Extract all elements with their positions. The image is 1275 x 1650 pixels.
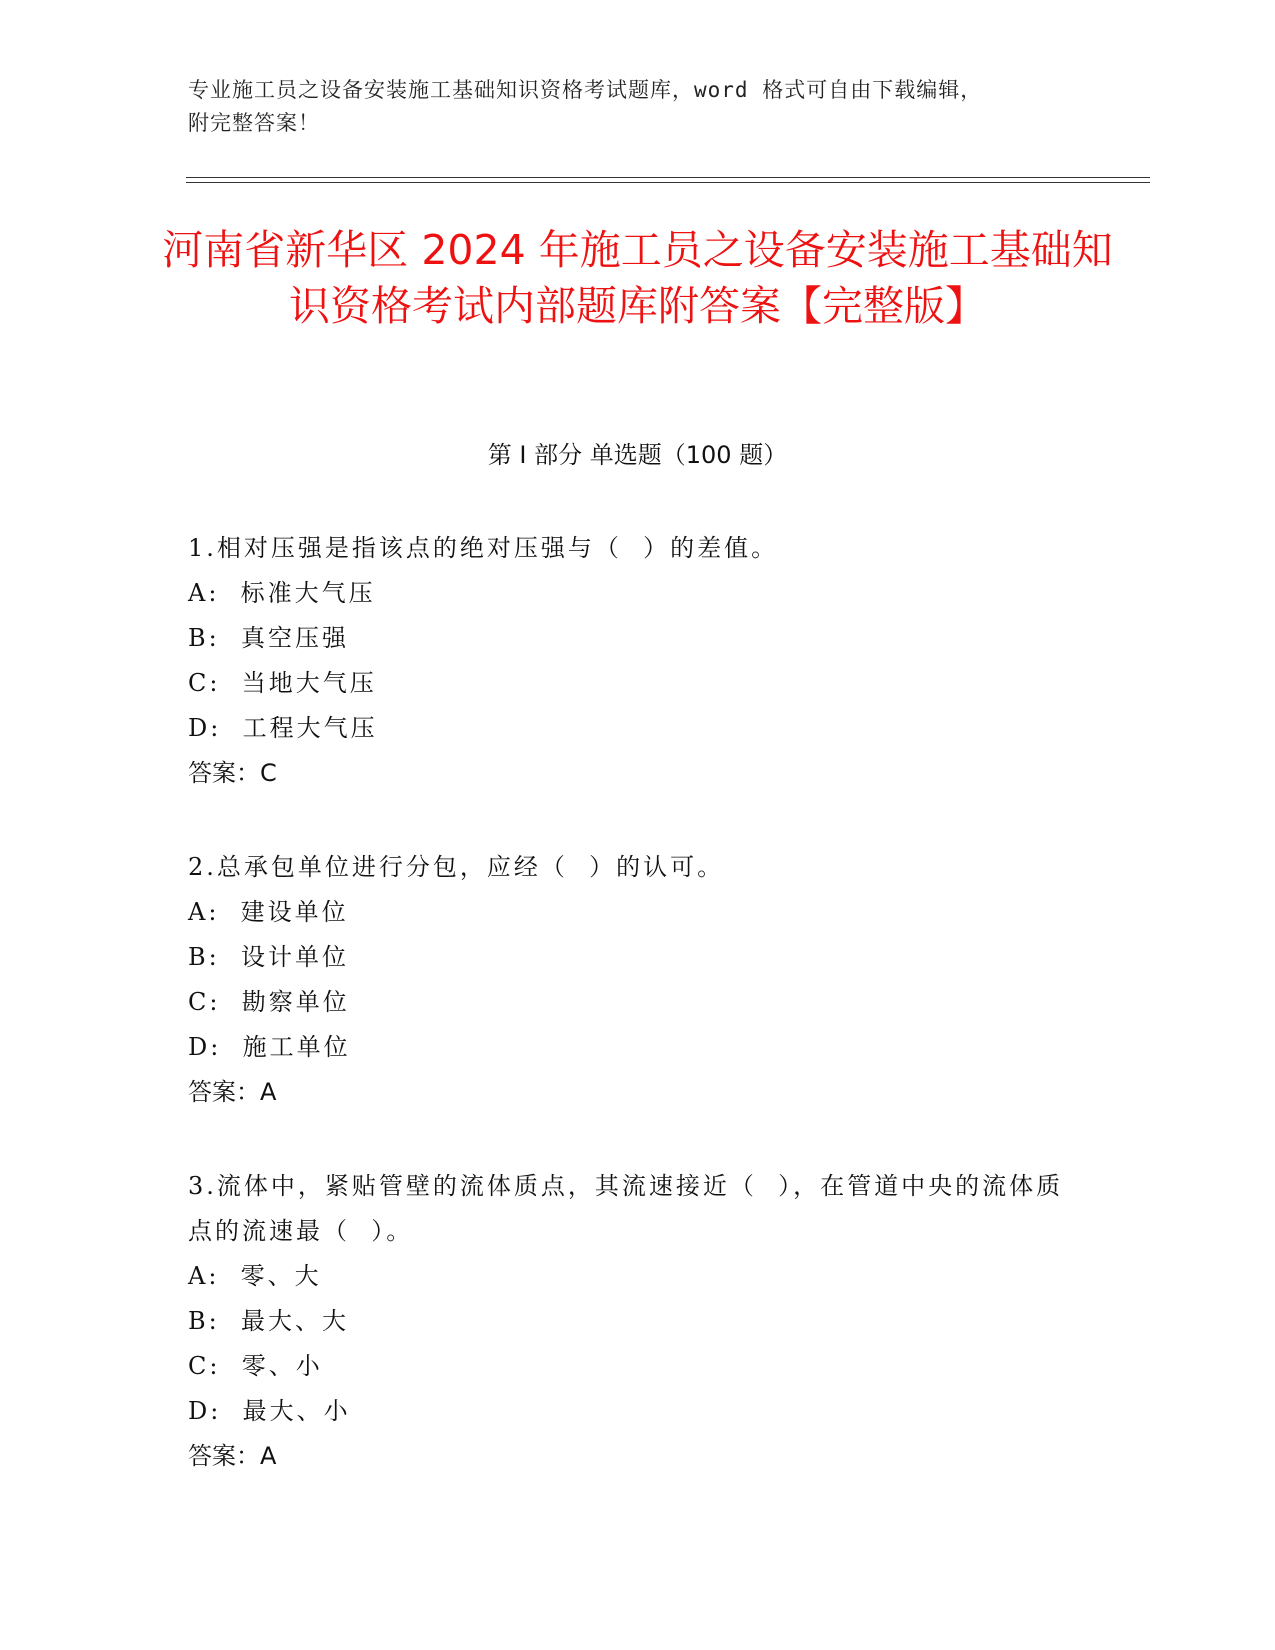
header-note <box>188 74 1068 140</box>
question-stem: 2.总承包单位进行分包，应经（ ）的认可。 <box>188 853 725 881</box>
header-note-line2: 附完整答案！ <box>188 111 320 135</box>
option-d: D: 工程大气压 <box>188 714 378 742</box>
header-rule-bottom <box>186 182 1150 183</box>
question-1 <box>188 526 1088 796</box>
option-b: B: 最大、大 <box>188 1307 349 1335</box>
answer: 答案：A <box>188 1442 277 1470</box>
option-d: D: 施工单位 <box>188 1033 351 1061</box>
answer: 答案：C <box>188 759 277 787</box>
option-b: B: 设计单位 <box>188 943 349 971</box>
section-title: 第 I 部分 单选题（100 题） <box>487 441 788 469</box>
question-2 <box>188 845 1088 1115</box>
option-b: B: 真空压强 <box>188 624 349 652</box>
option-c: C: 勘察单位 <box>188 988 350 1016</box>
question-stem: 3.流体中，紧贴管壁的流体质点，其流速接近（ ），在管道中央的流体质点的流速最（ ）。 <box>188 1172 1064 1245</box>
option-d: D: 最大、小 <box>188 1397 351 1425</box>
header-note-line1: 专业施工员之设备安装施工基础知识资格考试题库，word 格式可自由下载编辑， <box>188 78 983 102</box>
option-a: A: 标准大气压 <box>188 579 376 607</box>
document-title: 河南省新华区 2024 年施工员之设备安装施工基础知识资格考试内部题库附答案【完整版】 <box>162 226 1113 330</box>
question-3 <box>188 1164 1088 1479</box>
option-a: A: 零、大 <box>188 1262 322 1290</box>
header-rule-top <box>186 177 1150 178</box>
option-a: A: 建设单位 <box>188 898 349 926</box>
option-c: C: 当地大气压 <box>188 669 377 697</box>
option-c: C: 零、小 <box>188 1352 323 1380</box>
question-stem: 1.相对压强是指该点的绝对压强与（ ）的差值。 <box>188 534 779 562</box>
answer: 答案：A <box>188 1078 277 1106</box>
